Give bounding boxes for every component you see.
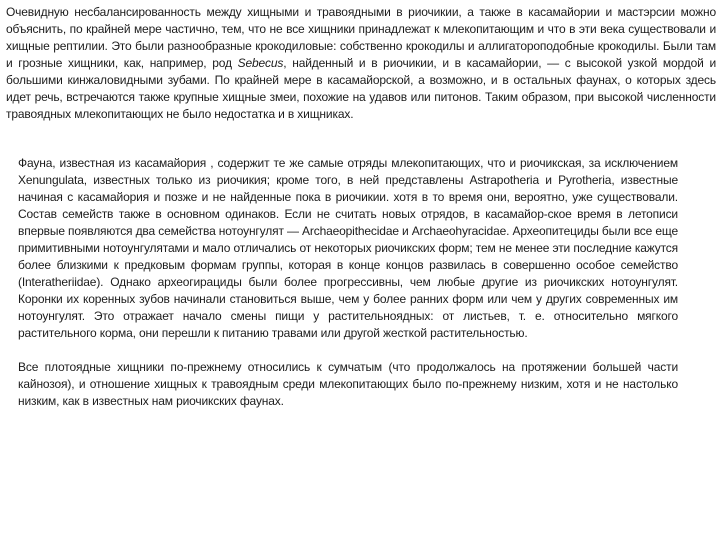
paragraph-1-text-start: Очевидную несбалансированность между хищными и травоядными в риочикии, а также в касамайории и мастэрсии можно объяснить, по крайней мере частично, тем, что не все хищники принадлежат к млекопитающим и что в эти века существовали и хищные рептилии. Это были разнообразные крокодиловые: собственно крокодилы и аллигатороподобные крокодилы. Были там и грозные хищники, как, например, род bbox=[6, 5, 716, 70]
paragraph-casamayor-fauna: Фауна, известная из касамайория , содержит те же самые отряды млекопитающих, что и риочикская, за исключением Xenungulata, известных только из риочикия; кроме того, в ней представлены Astrapotheria и Pyrotheria, известные начиная с касамайория и позже и не найденные пока в риочикии. хотя в то время они, вероятно, уже существовали. Состав семейств также в основном одинаков. Если не считать новых отрядов, в касамайор-ское время в летописи впервые появляются два семейства нотоунгулят — Archaeopithecidae и Archaeohyracidae. Археопитециды были все еще примитивными нотоунгулятами и мало отличались от некоторых риочикских форм; тем не менее эти последние кажутся более близкими к предковым формам группы, которая в конце концов развилась в совершенно особое семейство (Interatheriidae). Однако археогирациды были более прогрессивны, чем любые другие из риочикских нотоунгулят. Коронки их коренных зубов начинали становиться выше, чем у более ранних форм или чем у других современных им нотоунгулят. Это отражает начало смены пищи у растительноядных: от листьев, т. е. относительно мягкого растительного корма, они перешли к питанию травами или другой жесткой растительностью. bbox=[18, 156, 678, 340]
paragraph-carnivores-marsupials: Все плотоядные хищники по-прежнему относились к сумчатым (что продолжалось на протяжении большей части кайнозоя), и отношение хищных к травоядным среди млекопитающих было по-прежнему низким, хотя и не настолько низким, как в известных нам риочикских фаунах. bbox=[18, 360, 678, 408]
paragraph-predators-imbalance bbox=[6, 4, 716, 123]
paragraph-1-text-end: , найденный и в риочикии, и в касамайории, — с высокой узкой мордой и большими кинжаловидными зубами. По крайней мере в касамайорской, а возможно, и в остальных фаунах, о которых здесь идет речь, встречаются также крупные хищные змеи, похожие на удавов или питонов. Таким образом, при высокой численности травоядных млекопитающих не было недостатка и в хищниках. bbox=[6, 56, 717, 121]
genus-name-sebecus: Sebecus bbox=[237, 56, 284, 70]
